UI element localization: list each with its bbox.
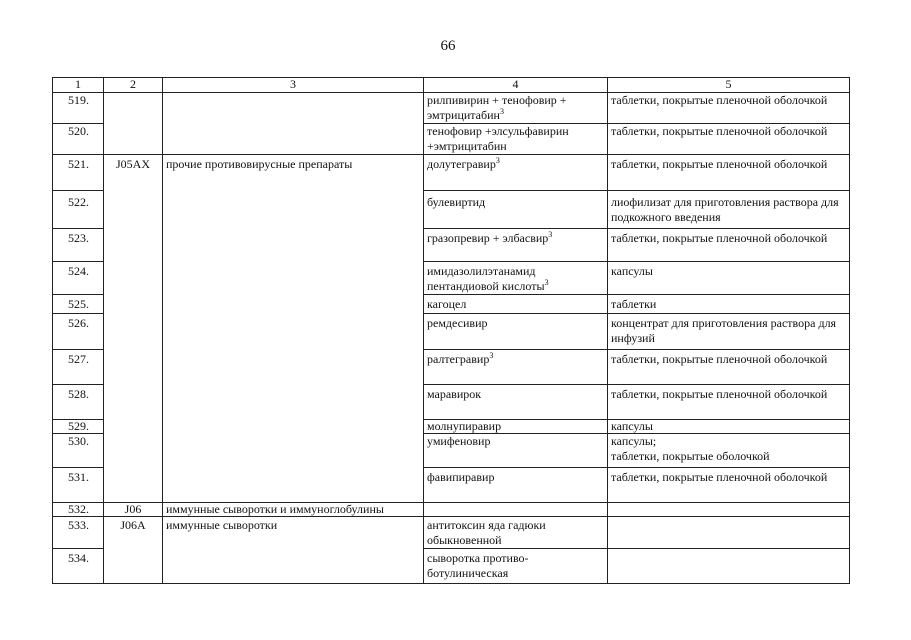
drug-cell [424, 262, 608, 295]
drug-cell [424, 350, 608, 385]
drug-cell [424, 295, 608, 314]
drug-name: тенофовир +элсульфавирин +эмтрицитабин [427, 124, 569, 153]
row-number: 523. [53, 229, 104, 262]
drug-cell [424, 420, 608, 434]
footnote-mark: 3 [548, 230, 553, 239]
dosage-form: таблетки [608, 295, 850, 314]
group-name [163, 93, 424, 155]
drug-name: антитоксин яда гадюки обыкновенной [427, 518, 546, 547]
row-number: 532. [53, 503, 104, 517]
row-number: 527. [53, 350, 104, 385]
footnote-mark: 3 [544, 278, 549, 287]
dosage-form [608, 503, 850, 517]
drug-name: долутегравир [427, 157, 496, 171]
drug-name: кагоцел [427, 297, 467, 311]
row-number: 529. [53, 420, 104, 434]
dosage-form: концентрат для приготовления раствора для инфузий [608, 314, 850, 350]
atc-code: J05AX [104, 155, 163, 503]
row-number: 526. [53, 314, 104, 350]
group-name: прочие противовирусные препараты [163, 155, 424, 503]
drug-cell [424, 385, 608, 420]
header-cell: 4 [424, 78, 608, 93]
drug-name: рилпивирин + тенофовир + эмтрицитабин [427, 93, 567, 122]
table-row [53, 93, 850, 124]
drug-name: умифеновир [427, 434, 491, 448]
dosage-form: таблетки, покрытые пленочной оболочкой [608, 350, 850, 385]
row-number: 519. [53, 93, 104, 124]
drug-cell [424, 124, 608, 155]
row-number: 520. [53, 124, 104, 155]
drug-name: сыворотка противо-ботулиническая [427, 551, 529, 580]
row-number: 521. [53, 155, 104, 191]
header-cell: 1 [53, 78, 104, 93]
table-row [53, 503, 850, 517]
row-number: 525. [53, 295, 104, 314]
drug-cell [424, 155, 608, 191]
group-name: иммунные сыворотки [163, 517, 424, 584]
dosage-form: капсулы [608, 262, 850, 295]
dosage-form: таблетки, покрытые пленочной оболочкой [608, 468, 850, 503]
dosage-form: таблетки, покрытые пленочной оболочкой [608, 385, 850, 420]
dosage-form [608, 434, 850, 468]
table-row [53, 155, 850, 191]
footnote-mark: 3 [489, 351, 494, 360]
drug-cell [424, 314, 608, 350]
drug-cell [424, 93, 608, 124]
drug-cell [424, 434, 608, 468]
table-header-row [53, 78, 850, 93]
dosage-form: таблетки, покрытые пленочной оболочкой [608, 155, 850, 191]
header-cell: 3 [163, 78, 424, 93]
table-row [53, 517, 850, 549]
drug-name: маравирок [427, 387, 482, 401]
drug-name: ремдесивир [427, 316, 488, 330]
drug-name: имидазолилэтанамид пентандиовой кислоты [427, 264, 545, 293]
row-number: 533. [53, 517, 104, 549]
drug-table [52, 77, 850, 584]
drug-cell [424, 517, 608, 549]
row-number: 531. [53, 468, 104, 503]
page-number: 66 [440, 38, 456, 54]
header-cell: 5 [608, 78, 850, 93]
row-number: 534. [53, 549, 104, 584]
drug-name: фавипиравир [427, 470, 495, 484]
row-number: 524. [53, 262, 104, 295]
drug-name: гразопревир + элбасвир [427, 231, 549, 245]
drug-name: ралтегравир [427, 352, 490, 366]
atc-code: J06A [104, 517, 163, 584]
dosage-form-line: капсулы; [611, 434, 657, 448]
dosage-form: таблетки, покрытые пленочной оболочкой [608, 229, 850, 262]
group-name: иммунные сыворотки и иммуноглобулины [163, 503, 424, 517]
dosage-form: капсулы [608, 420, 850, 434]
dosage-form: таблетки, покрытые пленочной оболочкой [608, 124, 850, 155]
drug-cell [424, 549, 608, 584]
drug-cell [424, 503, 608, 517]
atc-code: J06 [104, 503, 163, 517]
dosage-form: таблетки, покрытые пленочной оболочкой [608, 93, 850, 124]
dosage-form-line: таблетки, покрытые оболочкой [611, 449, 770, 463]
atc-code [104, 93, 163, 155]
footnote-mark: 3 [495, 156, 500, 165]
drug-cell [424, 229, 608, 262]
footnote-mark: 3 [499, 107, 504, 116]
row-number: 522. [53, 191, 104, 229]
drug-name: молнупиравир [427, 419, 502, 433]
row-number: 528. [53, 385, 104, 420]
dosage-form: лиофилизат для приготовления раствора для подкожного введения [608, 191, 850, 229]
drug-cell [424, 191, 608, 229]
drug-cell [424, 468, 608, 503]
row-number: 530. [53, 434, 104, 468]
drug-name: булевиртид [427, 195, 486, 209]
dosage-form [608, 549, 850, 584]
dosage-form [608, 517, 850, 549]
header-cell: 2 [104, 78, 163, 93]
